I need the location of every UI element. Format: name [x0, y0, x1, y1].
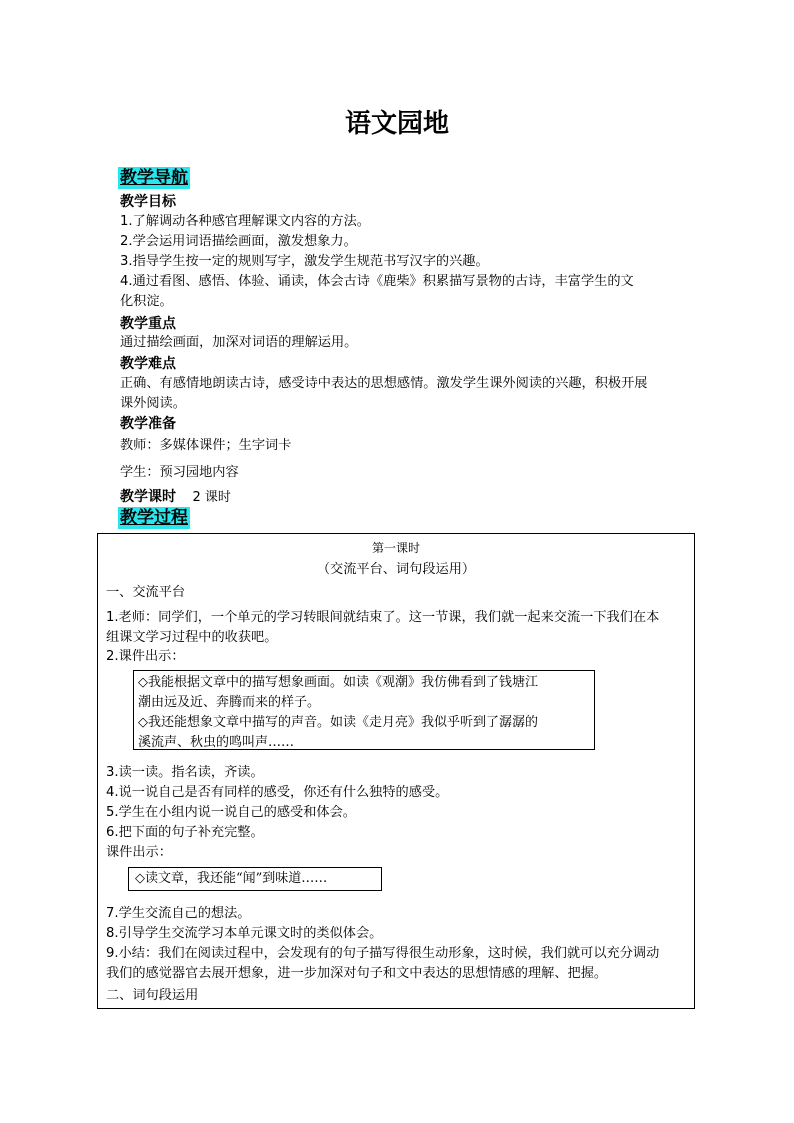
lesson-frame — [97, 533, 695, 1009]
prep-student: 学生：预习园地内容 — [120, 465, 239, 480]
key-point-heading: 教学重点 — [120, 316, 176, 332]
difficulty-line: 正确、有感情地朗读古诗，感受诗中表达的思想感情。激发学生课外阅读的兴趣，积极开展 — [120, 376, 648, 391]
goals-list — [120, 212, 680, 312]
quote-line: 潮由远及近、奔腾而来的样子。 — [138, 695, 321, 710]
prep-heading: 教学准备 — [120, 416, 176, 432]
quote-line: ◇我能根据文章中的描写想象画面。如读《观潮》我仿佛看到了钱塘江 — [138, 675, 538, 690]
paragraph — [106, 608, 691, 648]
difficulty-line: 课外阅读。 — [120, 396, 186, 411]
hours-label: 教学课时 — [120, 489, 176, 505]
lesson-subtitle: （交流平台、词句段运用） — [316, 562, 476, 577]
step-item: 8.引导学生交流学习本单元课文时的类似体会。 — [106, 926, 383, 941]
goal-item: 化积淀。 — [120, 294, 173, 309]
quote-line: 溪流声、秋虫的鸣叫声…… — [138, 735, 295, 750]
paragraph-line: 1.老师：同学们，一个单元的学习转眼间就结束了。这一节课，我们就一起来交流一下我们在本 — [106, 610, 660, 625]
step-item: 6.把下面的句子补充完整。 — [106, 825, 264, 840]
quote-line: ◇我还能想象文章中描写的声音。如读《走月亮》我似乎听到了潺潺的 — [138, 715, 538, 730]
paragraph: 2.课件出示： — [106, 649, 185, 664]
step-list — [106, 904, 691, 984]
goal-item: 4.通过看图、感悟、体验、诵读，体会古诗《鹿柴》积累描写景物的古诗，丰富学生的文 — [120, 274, 634, 289]
process-heading-label: 教学过程 — [120, 508, 188, 528]
process-heading — [118, 507, 190, 529]
section-heading: 一、交流平台 — [106, 585, 186, 600]
nav-heading-label: 教学导航 — [120, 168, 188, 188]
difficulty-text — [120, 374, 680, 414]
quote-box — [133, 670, 595, 750]
hours-row — [120, 486, 231, 506]
section-heading: 二、词句段运用 — [106, 988, 199, 1003]
page-title: 语文园地 — [344, 109, 449, 139]
step-item: 9.小结：我们在阅读过程中，会发现有的句子描写得很生动形象，这时候，我们就可以充分调动 — [106, 946, 660, 961]
step-item: 课件出示： — [106, 845, 172, 860]
prep-teacher: 教师：多媒体课件；生字词卡 — [120, 438, 292, 453]
goals-heading: 教学目标 — [120, 194, 176, 210]
goal-item: 2.学会运用词语描绘画面，激发想象力。 — [120, 234, 357, 249]
difficulty-heading: 教学难点 — [120, 356, 176, 372]
step-item: 我们的感觉器官去展开想象，进一步加深对句子和文中表达的思想情感的理解、把握。 — [106, 966, 608, 981]
quote-box — [128, 867, 382, 891]
step-item: 4.说一说自己是否有同样的感受，你还有什么独特的感受。 — [106, 785, 449, 800]
goal-item: 1.了解调动各种感官理解课文内容的方法。 — [120, 214, 370, 229]
step-item: 3.读一读。指名读，齐读。 — [106, 765, 264, 780]
paragraph-line: 组课文学习过程中的收获吧。 — [106, 630, 278, 645]
step-item: 5.学生在小组内说一说自己的感受和体会。 — [106, 805, 356, 820]
quote-line: ◇读文章，我还能“闻”到味道…… — [135, 871, 328, 886]
key-point-text: 通过描绘画面，加深对词语的理解运用。 — [120, 335, 358, 350]
step-item: 7.学生交流自己的想法。 — [106, 906, 251, 921]
nav-heading — [118, 167, 190, 189]
hours-value: 2 课时 — [192, 490, 231, 505]
lesson-title: 第一课时 — [371, 541, 420, 555]
step-list — [106, 763, 448, 863]
goal-item: 3.指导学生按一定的规则写字，激发学生规范书写汉字的兴趣。 — [120, 254, 489, 269]
